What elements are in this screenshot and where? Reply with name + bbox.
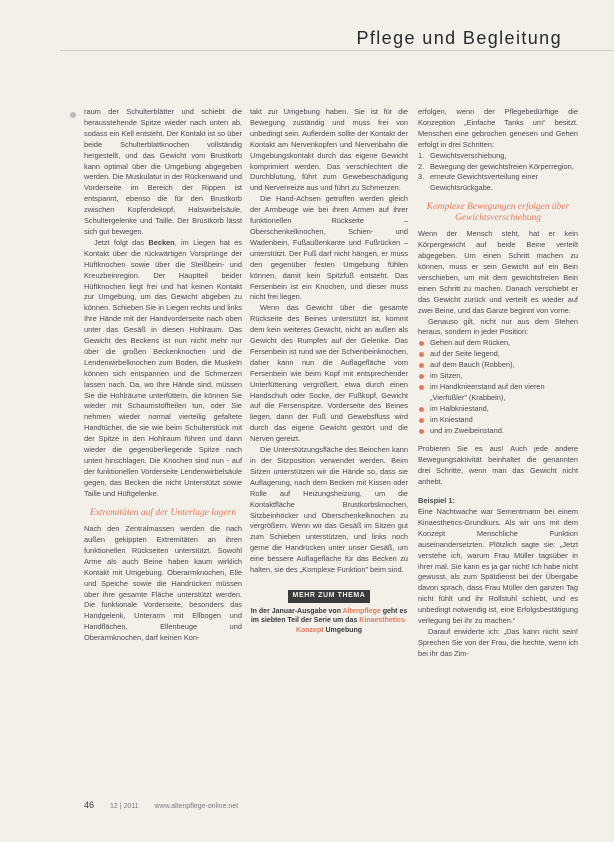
paragraph: Die Unterstützungsfläche des Beinchen kann in der Sitzposition verwendet werden. Beim Sitzen unterstützen wir die Hände so, dass sie Auflagerung, nach dem Becken mit Kissen oder Rolle auf Heizungsheizung, um die Kontaktfläche Brustkorbsknochen, Sitzbeinhöcker und Oberschenkelknochen zu vergrößern. Wenn wir das Gesäß im Sitzen gut zum Schieben unterstützen, und links noch gerne die Handrücken unter unser Gesäß, um eine bessere Auflagefläche für das Becken zu halten, sie des „Komplexe Funktion” beim sind. <box>250 445 408 575</box>
paragraph: takt zur Umgebung haben. Sie ist für die Bewegung zuständig und muss frei von unbedingt sein. Auflerdem sollte der Kontakt der Kontakt am Nervenkopfen und Nervenbahn die Umgebungskontakt durch das eigene Gewicht komprimiert werden. Das verschlechtert die Durchblutung, führt zum Gewebeschädigung und Nervenreize aus und führt zu Schmerzen. <box>250 107 408 193</box>
paragraph: Wenn das Gewicht über die gesamte Rückseite des Beines unterstützt ist, kommt dem kein weiteres Gewicht, nicht an außen als Gewicht des Rumpfes auf der Gelenke. Das Fersenbein ist rund wie der Schienbeinknochen, daher kann nun die Auflagefläche vom Fersenbein wie beim Kopf mit entsprechender Unterfütterung vergrößert, etwa durch einen Handschuh oder Socke, der Fußkopf, Gewicht auf die Fersenspitze. Vorderseite des Beines liegen, dann der Fuß und Gewebsfluss wird durch das eigene Gewicht gestört und die Nerven gereizt. <box>250 303 408 444</box>
list-item <box>418 360 578 371</box>
bullet-icon <box>419 352 424 357</box>
list-text: Gewichtsverschiebung, <box>430 150 507 160</box>
bullet-icon <box>419 385 424 390</box>
text: In der Januar-Ausgabe von <box>250 607 343 615</box>
list-item <box>418 151 578 162</box>
column-2 <box>250 107 408 635</box>
list-item <box>418 349 578 360</box>
list-number: 1. <box>418 150 425 160</box>
list-number: 2. <box>418 161 425 171</box>
list-item <box>418 371 578 382</box>
column-1 <box>84 107 242 644</box>
example-heading: Beispiel 1: <box>418 496 455 506</box>
list-text: erneute Gewichtsverteilung einer Gewichtsrückgabe. <box>430 172 539 193</box>
paragraph: Probieren Sie es aus! Auch jede andere Bewegungsaktivität beinhaltet die genannten drei Schritte, wenn man das Gewicht nicht anhebt. <box>418 444 578 487</box>
list-text: auf dem Bauch (Robben), <box>430 360 515 370</box>
info-box-text <box>250 607 408 636</box>
paragraph: Wenn der Mensch steht, hat er kein Körpergewicht auf beide Beine verteilt abgegeben. Um einen Schritt machen zu können, muss er sein Gewicht auf ein Bein verschieben, um mit dem gewichtsfreien Bein einen Schritt zu machen. Danach verschiebt er das Gewicht zurück und verteilt es wieder auf zwei Beine, und das Ganze beginnt von vorne. <box>418 229 578 315</box>
text: geht es im siebten Teil der Serie um das <box>250 607 408 625</box>
paragraph: Genauso gilt, nicht nur aus dem Stehen heraus, sondern in jeder Position: <box>418 316 578 337</box>
subheading: Komplexe Bewegungen erfolgen über Gewichtsverschiebung <box>426 202 570 223</box>
text: , im Liegen hat es Kontakt über die rückwärtigen Vorsprünge der Hüftknochen sowie über die Steißbein- und Kreuzbeinregion. Der Hauptteil beider Hüftknochen liegt frei und hat keinen Kontakt zur Umgebung, um das Gewicht abgeben zu können. Schieben Sie in Liegen rechts und links Ihre Hände mit der Handvorderseite nach oben unter das Gesäß in diesen Hohlraum. Das Gewicht des Beckens ist nun nicht mehr nur über die großen Beckenknochen und die Lendenwirbelknochen zum Boden, die Muskeln können sich entspannen und die Schmerzen lassen nach. Da, wo Ihre Hände sind, müssen Sie die Hohlräume unterfüttern, die können Sie wieder mit Schaumstoffteilen tun, oder Sie nehmen wieder normal vierteilig gefaltete Handtücher, die sie wie beim Schulterstück mit der Spitze in den Hohlraum führen und dann wieder die gegenüberliegende Spitze nach unten hinschlagen. Die Knochen sind nun - auf der funktionellen Vorderseite Lendenwirbelsäule gegen, das Becken die nicht Unterstützt sowie Taille und Hüftgelenke. <box>84 237 242 498</box>
info-box <box>250 590 408 635</box>
list-item <box>418 426 578 437</box>
bullet-icon <box>419 418 424 423</box>
list-item <box>418 415 578 426</box>
subheading: Extremitäten auf der Unterlage lagern <box>89 507 237 518</box>
page-number: 46 <box>84 800 95 810</box>
bullet-icon <box>419 407 424 412</box>
list-item <box>418 338 578 349</box>
paragraph: Die Hand-Achsen getroffen werden gleich der Armbeuge wie bei ihren Armen auf ihrer funktionellen Rückseite – Oberschenkelknochen, Schien- und Wadenbein, Fußaußenkante und Fußrücken – unterstützt. Der Fuß darf nicht hängen, er muss den gegenüber festen Umgebung fühlen können, damit kein Spitzfuß entsteht. Das Fersenbein ist ein Knochen, und dieser muss nicht frei liegen. <box>250 194 408 302</box>
list-text: und im Zweibeinstand. <box>430 425 504 435</box>
paragraph: Nach den Zentralmassen werden die nach außen gekippten Extremitäten an ihren funktionellen Rückseiten unterstützt. Sowohl Arme als auch Beine haben kaum wirklich Kontakt mit Umgebung. Oberarmknochen, Elle und Speiche sowie die Handrücken müssen über ihre gesamte Fläche unterstützt werden. Die funktionale Vorderseite, besonders das Handgelenk, Unterarm mit Ellbogen und Handflächen, Ellenbeuge und Oberarmknochen, darf keinen Kon- <box>84 524 242 643</box>
list-text: im Halbkniestand, <box>430 403 489 413</box>
paragraph: raum der Schulterblätter und schiebt die herausstehende Spitze wieder nach unten ab, sodass ein Kell entsteht. Der Kontakt ist so über beide Schulterblattknochen vollständig hergestellt, und das Gewicht vom Brustkorb kann optimal über die Umgebung abgegeben werden. Die Muskulatur in der Rückenwand und Vorderseite im Bereich der Rippen ist entspannt, ebenso die für den Brustkorb zwischen Kopfendekopf, Halswirbelsäule, Schultergelenke und Taille. Der Brustkorb lässt sich gut bewegen. <box>84 107 242 236</box>
bullet-icon <box>419 341 424 346</box>
list-item <box>418 382 578 404</box>
list-item <box>418 172 578 194</box>
paragraph-marker-icon <box>70 112 76 118</box>
page-footer <box>84 800 252 810</box>
bullet-icon <box>419 363 424 368</box>
numbered-list <box>418 151 578 195</box>
list-text: Bewegung der gewichtsfreien Körperregion, <box>430 161 574 171</box>
paragraph: Darauf erwiderte ich: „Das kann nicht sein! Sprechen Sie von der Frau, die hechte, wenn ich bei ihr das Zim- <box>418 626 578 658</box>
highlight: Kinaesthetics-Konzept <box>295 617 408 634</box>
paragraph: erfolgen, wenn der Pflegebedürftige die Konzeption „Einfache Tanks um“ besitzt. Menschen eine gebrochen genesen und Gehen erfolgt in drei Schritten: <box>418 107 578 149</box>
section-title: Pflege und Begleitung <box>356 28 562 48</box>
bullet-icon <box>419 374 424 379</box>
header-rule <box>60 50 614 51</box>
list-number: 3. <box>418 172 425 182</box>
issue-label: 12 | 2011 <box>109 803 139 810</box>
list-text: im Sitzen, <box>430 371 463 381</box>
website-url: www.altenpflege-online.net <box>154 803 239 810</box>
list-text: Gehen auf dem Rücken, <box>430 338 511 348</box>
list-text: im Handknieerstand auf den vieren „Vierfüßler” (Krabbeln), <box>430 381 545 402</box>
text: Umgebung <box>323 626 363 634</box>
list-text: im Kniestand <box>430 414 473 424</box>
bullet-list <box>418 338 578 436</box>
text: Jetzt folgt das <box>94 237 149 247</box>
paragraph <box>84 238 242 500</box>
list-item <box>418 162 578 173</box>
highlight: Altenpflege <box>342 607 381 615</box>
page-header <box>0 0 614 52</box>
column-3 <box>418 107 578 660</box>
bullet-icon <box>419 429 424 434</box>
list-text: auf der Seite liegend, <box>430 349 500 359</box>
list-item <box>418 404 578 415</box>
paragraph: Eine Nachtwache war Sementmann bei einem Kinaesthetics-Grundkurs. Als wir uns mit dem Konzept Menschliche Funktion auseinandersetzten. Plötzlich sagte sie: „Jetzt verstehe ich, warum Frau Müller tagsüber in ihrer mal. Sie kann es ja gar nicht! Ich habe nicht gewusst, als zum Spätdienst bei der Übergabe davon sprach, dass Frau Müller den ganzen Tag nicht fühlt und ihr Rollstuhl schiebt, und es unbedingt notwendig ist, eine Erfolgsbestätigung verlegung bei ihr zu machen.“ <box>418 507 578 626</box>
bold-term: Becken <box>148 237 175 247</box>
info-box-label: MEHR ZUM THEMA <box>288 590 371 603</box>
